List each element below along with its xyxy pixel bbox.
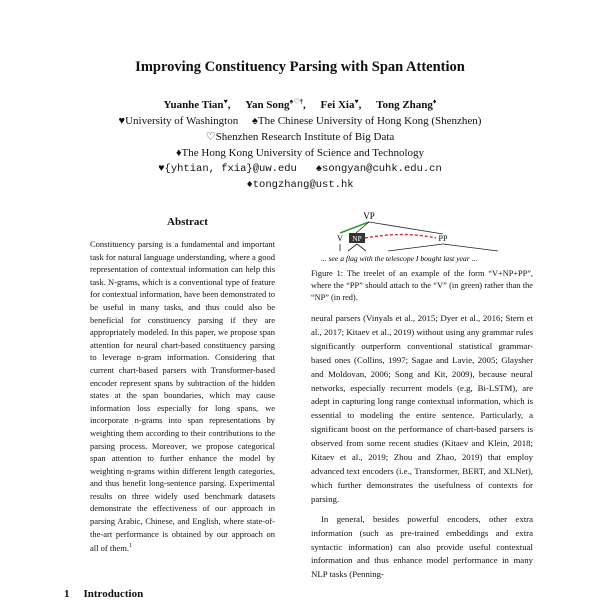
paper-title: Improving Constituency Parsing with Span Attention [135, 59, 465, 75]
email-line: ♥{yhtian, fxia}@uw.edu ♠songyan@cuhk.edu.cn [158, 162, 442, 175]
pp-leaf-edge [388, 244, 443, 251]
treelet-figure [318, 207, 528, 273]
paragraph: neural parsers (Vinyals et al., 2015; Dyer et al., 2016; Stern et al., 2017; Kitaev et al., 2019) without using any grammar rules significantly outperform conventional statistical grammar-based ones (Collins, 1997; Sagae and Lavie, 2005; Glaysher and Moldovan, 2006; Song and Kit, 2009), because neural networks, especially recurrent models (e.g, Bi-LSTM), are adept in capturing long range contextual information, which is essential to modeling the entire sentence. Particularly, a significant boost on the performance of chart-based parsers is observed from some recent studies (Kitaev and Klein, 2018; Kitaev et al., 2019; Zhou and Zhao, 2019) that employ advanced text encoders (i.e., Transformer, BERT, and XLNet), which further demonstrates the usefulness of contexts for parsing. [311, 313, 533, 504]
footnote-mark: 1 [128, 543, 132, 550]
affiliation-line: ♦The Hong Kong University of Science and Technology [175, 146, 425, 159]
pp-label: PP [438, 234, 448, 243]
v-label: V [337, 234, 343, 243]
affiliation-line: ♡Shenzhen Research Institute of Big Data [205, 130, 395, 143]
author: Yan Song♠♡†, [245, 97, 306, 111]
example-sentence: ... see a flag with the telescope I bought last year ... [321, 254, 478, 263]
red-edge [365, 235, 436, 239]
right-column-body [311, 312, 533, 582]
np-leaf-edge [357, 244, 366, 251]
green-edge [340, 222, 369, 233]
author-names [0, 93, 600, 113]
author: Tong Zhang♦ [376, 97, 437, 111]
affiliation-line: ♥University of Washington ♠The Chinese University of Hong Kong (Shenzhen) [118, 114, 482, 127]
pp-leaf-edge [443, 244, 498, 251]
section-heading: 1 Introduction [64, 588, 144, 600]
abstract-text: Constituency parsing is a fundamental and important task for natural language understanding, where a good representation of contextual information can help this task. N-grams, which is a conventional type of feature for contextual information, have been demonstrated to be useful in many tasks, and thus could also be beneficial for constituency parsing if they are appropriately modeled. In this paper, we propose span attention for neural chart-based constituency parsing to leverage n-gram information. Considering that current chart-based parsers with Transformer-based encoder represent spans by subtraction of the hidden states at the span boundaries, which may cause information loss especially for long spans, we incorporate n-grams into span representations by weighting them according to their contributions to the parsing process. Moreover, we propose categorical span attention to further enhance the model by weighting n-grams within different length categories, and thus benefit long-sentence parsing. Experimental results on three widely used benchmark datasets demonstrate the effectiveness of our approach in parsing Arabic, Chinese, and English, where state-of-the-art performance is obtained by our approach on all of them.$^1$ [90, 239, 275, 554]
author: Yuanhe Tian♥, [163, 97, 231, 111]
vp-pp-edge [369, 222, 443, 234]
paragraph: In general, besides powerful encoders, other extra information (such as pre-trained embeddings and extra syntactic information) can also provide useful contextual information and thus enhance model performance in many NLP tasks (Penning- [311, 513, 533, 580]
vp-label: VP [363, 211, 375, 221]
author: Fei Xia♥, [320, 97, 362, 111]
figure-caption: Figure 1: The treelet of an example of the form “V+NP+PP”, where the “PP” should attach to the “V” (in green) rather than the “NP” (in red). [311, 269, 533, 302]
np-label: NP [352, 234, 362, 243]
author-block [0, 93, 600, 193]
np-leaf-edge [348, 244, 357, 251]
abstract-heading: Abstract [167, 216, 208, 228]
treelet-svg [318, 207, 528, 273]
email-line: ♦tongzhang@ust.hk [246, 178, 354, 191]
